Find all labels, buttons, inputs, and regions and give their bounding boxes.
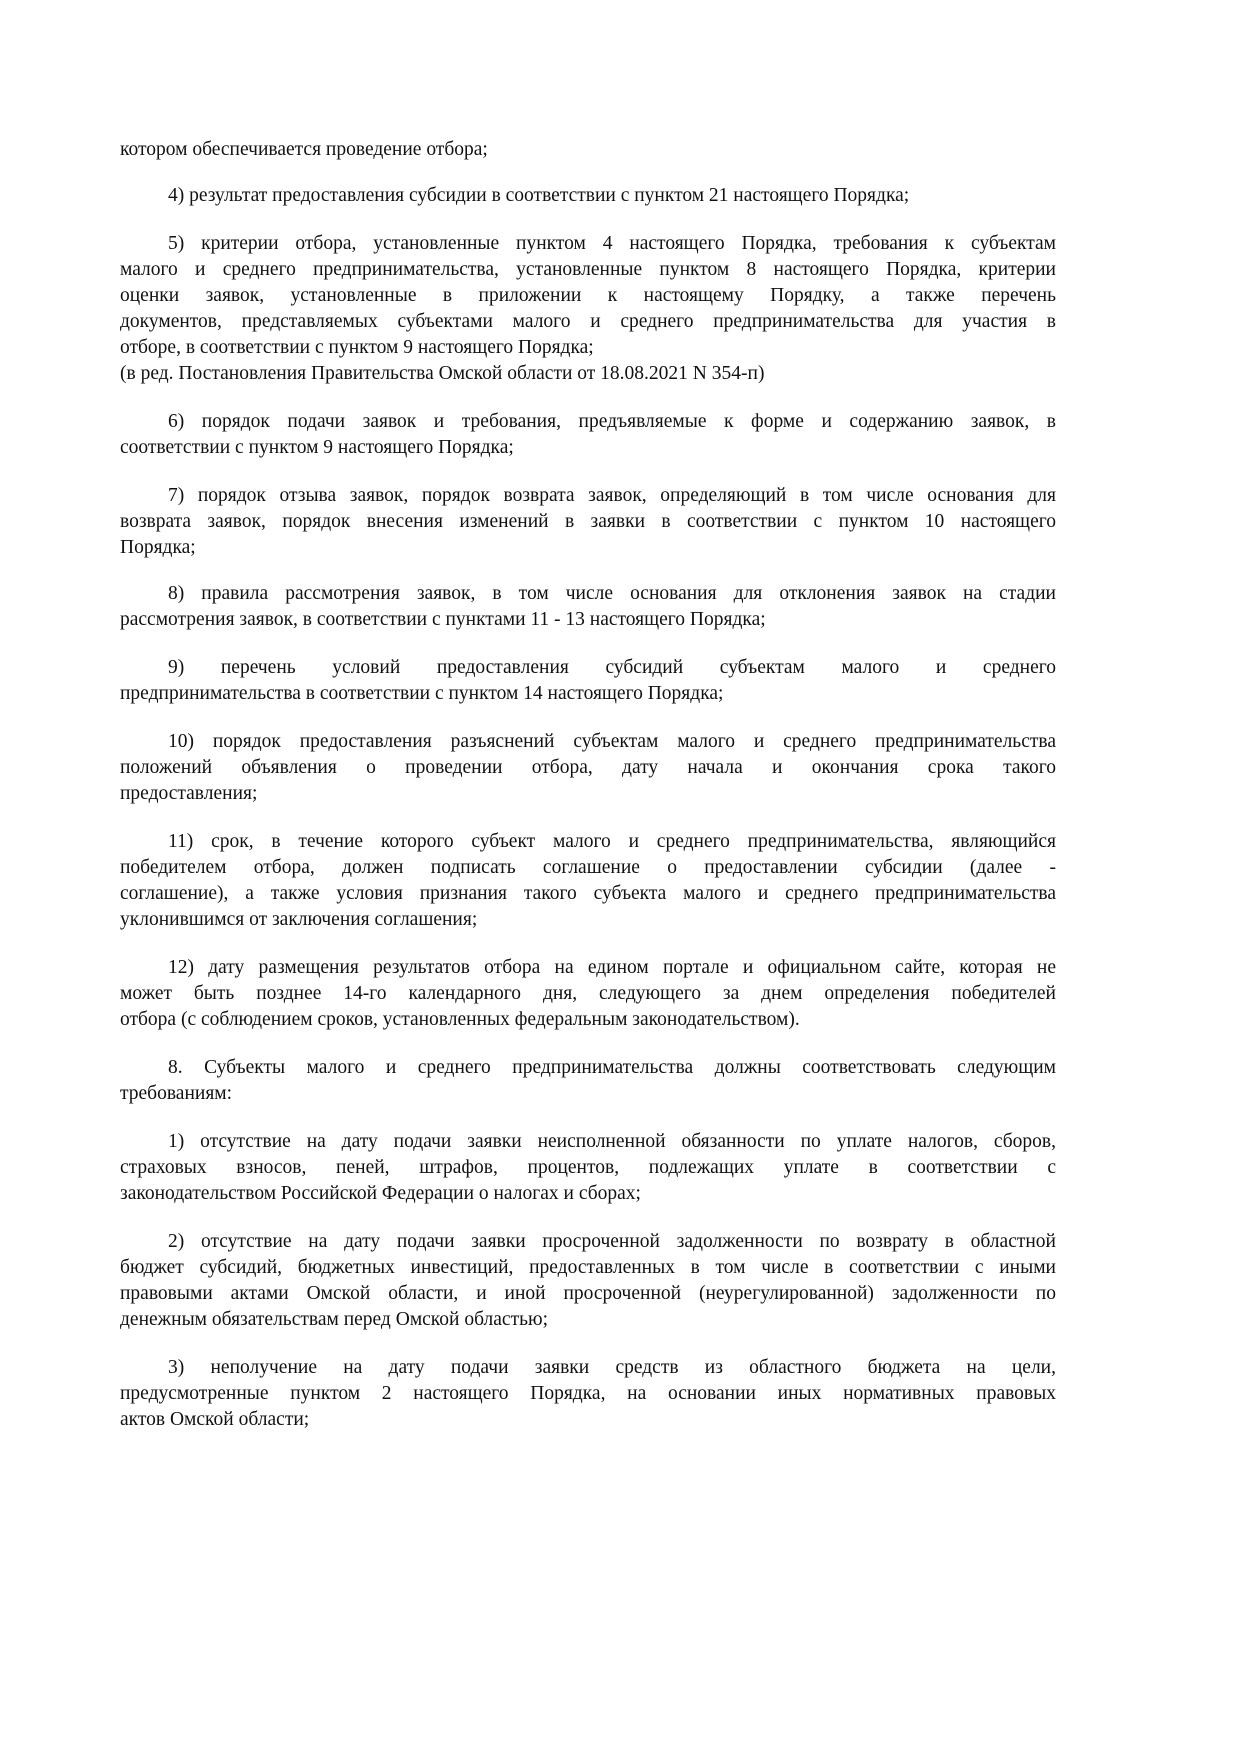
paragraph-p-6 <box>120 409 1056 461</box>
text-line: положений объявления о проведении отбора, дату начала и окончания срока такого <box>120 757 1056 778</box>
paragraph-p-s8-2 <box>120 1229 1056 1333</box>
text-line: 9) перечень условий предоставления субсидий субъектам малого и среднего <box>168 657 1056 678</box>
text-line: соглашение), а также условия признания такого субъекта малого и среднего предпринимательства <box>120 883 1056 904</box>
text-line: 11) срок, в течение которого субъект малого и среднего предпринимательства, являющийся <box>168 831 1056 852</box>
text-line: отборе, в соответствии с пунктом 9 настоящего Порядка; <box>120 337 594 358</box>
text-line: 8) правила рассмотрения заявок, в том числе основания для отклонения заявок на стадии <box>168 583 1056 604</box>
paragraph-p-s8-3 <box>120 1355 1056 1433</box>
text-line: страховых взносов, пеней, штрафов, процентов, подлежащих уплате в соответствии с <box>120 1157 1056 1178</box>
text-line: малого и среднего предпринимательства, установленные пунктом 8 настоящего Порядка, критерии <box>120 259 1056 280</box>
text-line: правовыми актами Омской области, и иной просроченной (неурегулированной) задолженности по <box>120 1283 1056 1304</box>
text-line: денежным обязательствам перед Омской областью; <box>120 1309 548 1330</box>
text-line: (в ред. Постановления Правительства Омской области от 18.08.2021 N 354-п) <box>120 363 765 384</box>
text-line: актов Омской области; <box>120 1409 310 1430</box>
text-line: предоставления; <box>120 783 258 804</box>
text-line: предпринимательства в соответствии с пунктом 14 настоящего Порядка; <box>120 683 724 704</box>
text-line: 8. Субъекты малого и среднего предпринимательства должны соответствовать следующим <box>168 1057 1056 1078</box>
text-line: 3) неполучение на дату подачи заявки средств из областного бюджета на цели, <box>168 1357 1056 1378</box>
paragraph-p-7 <box>120 483 1056 561</box>
paragraph-p-s8-1 <box>120 1129 1056 1207</box>
text-line: победителем отбора, должен подписать соглашение о предоставлении субсидии (далее - <box>120 857 1056 878</box>
paragraph-p-10 <box>120 729 1056 807</box>
text-line: предусмотренные пунктом 2 настоящего Порядка, на основании иных нормативных правовых <box>120 1383 1056 1404</box>
paragraph-p-5 <box>120 231 1056 361</box>
paragraph-p-9 <box>120 655 1056 707</box>
text-line: 10) порядок предоставления разъяснений субъектам малого и среднего предпринимательства <box>168 731 1056 752</box>
paragraph-p-8 <box>120 581 1056 633</box>
paragraph-p-11 <box>120 829 1056 933</box>
text-line: может быть позднее 14-го календарного дня, следующего за днем определения победителей <box>120 983 1056 1004</box>
text-line: требованиям: <box>120 1083 233 1104</box>
text-line: законодательством Российской Федерации о налогах и сборах; <box>120 1183 641 1204</box>
text-line: уклонившимся от заключения соглашения; <box>120 909 478 930</box>
text-line: документов, представляемых субъектами малого и среднего предпринимательства для участия в <box>120 311 1056 332</box>
text-line: 12) дату размещения результатов отбора на едином портале и официальном сайте, которая не <box>168 957 1056 978</box>
text-line: бюджет субсидий, бюджетных инвестиций, предоставленных в том числе в соответствии с иными <box>120 1257 1056 1278</box>
paragraph-p-cont <box>120 137 1056 163</box>
text-line: котором обеспечивается проведение отбора; <box>120 139 488 160</box>
text-line: возврата заявок, порядок внесения изменений в заявки в соответствии с пунктом 10 настоящего <box>120 511 1056 532</box>
text-line: оценки заявок, установленные в приложении к настоящему Порядку, а также перечень <box>120 285 1056 306</box>
text-line: соответствии с пунктом 9 настоящего Порядка; <box>120 437 514 458</box>
text-line: 4) результат предоставления субсидии в соответствии с пунктом 21 настоящего Порядка; <box>168 185 910 206</box>
paragraph-p-12 <box>120 955 1056 1033</box>
text-line: 2) отсутствие на дату подачи заявки просроченной задолженности по возврату в областной <box>168 1231 1056 1252</box>
text-line: отбора (с соблюдением сроков, установленных федеральным законодательством). <box>120 1009 800 1030</box>
text-line: 7) порядок отзыва заявок, порядок возврата заявок, определяющий в том числе основания для <box>168 485 1056 506</box>
paragraph-p-note <box>120 361 1056 387</box>
paragraph-p-4 <box>120 183 1056 209</box>
text-line: 1) отсутствие на дату подачи заявки неисполненной обязанности по уплате налогов, сборов, <box>168 1131 1056 1152</box>
text-line: Порядка; <box>120 537 196 558</box>
text-line: 6) порядок подачи заявок и требования, предъявляемые к форме и содержанию заявок, в <box>168 411 1056 432</box>
text-line: рассмотрения заявок, в соответствии с пунктами 11 - 13 настоящего Порядка; <box>120 609 766 630</box>
text-line: 5) критерии отбора, установленные пунктом 4 настоящего Порядка, требования к субъектам <box>168 233 1056 254</box>
paragraph-p-s8 <box>120 1055 1056 1107</box>
